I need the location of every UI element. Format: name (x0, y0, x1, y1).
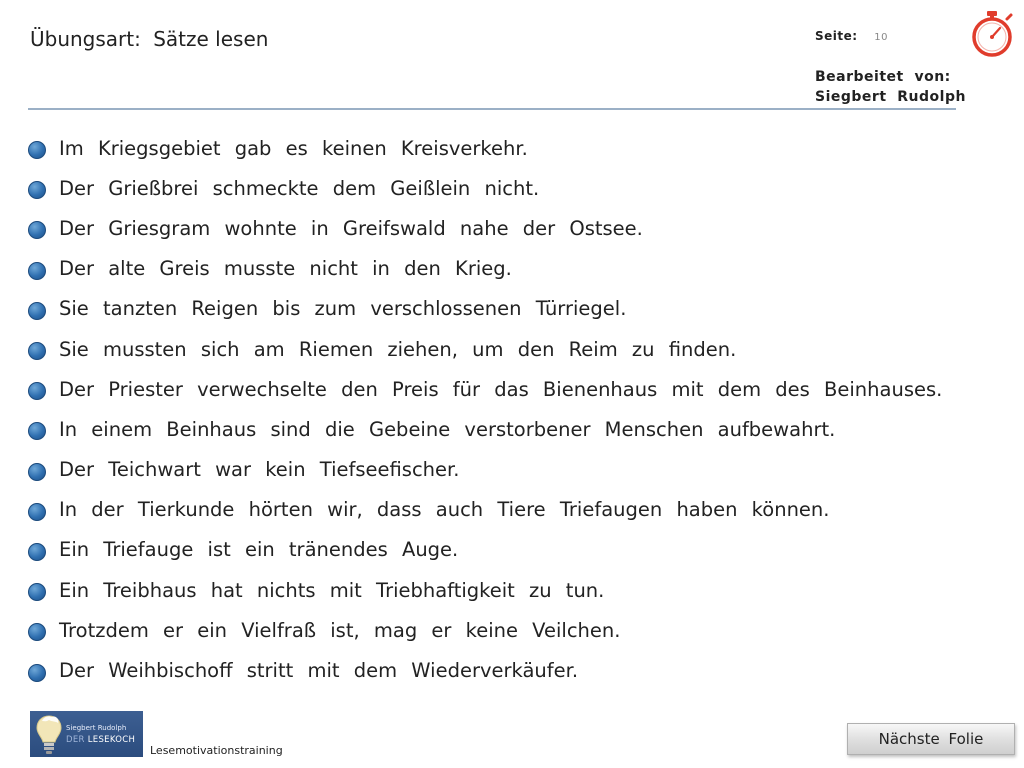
editor-label: Bearbeitet von: (815, 69, 951, 85)
logo-title-prefix: DER (66, 735, 85, 745)
sentence-text: Im Kriegsgebiet gab es keinen Kreisverkehr. (59, 136, 528, 160)
blue-bullet-icon[interactable] (28, 583, 46, 601)
sentence-item[interactable] (28, 530, 988, 570)
page-label: Seite: (815, 29, 858, 43)
sentence-text: Der Teichwart war kein Tiefseefischer. (59, 458, 460, 482)
editor-info (815, 67, 966, 107)
exercise-type-label: Übungsart: (30, 27, 141, 51)
sentence-item[interactable] (28, 208, 988, 248)
exercise-type-value: Sätze lesen (153, 27, 269, 51)
lightbulb-logo-icon (34, 713, 64, 755)
blue-bullet-icon[interactable] (28, 543, 46, 561)
stopwatch-icon[interactable] (967, 10, 1017, 58)
sentence-text: Der Weihbischoff stritt mit dem Wiederverkäufer. (59, 659, 579, 683)
sentence-text: In einem Beinhaus sind die Gebeine verstorbener Menschen aufbewahrt. (59, 417, 836, 441)
blue-bullet-icon[interactable] (28, 463, 46, 481)
sentence-text: Der Grießbrei schmeckte dem Geißlein nicht. (59, 176, 540, 200)
blue-bullet-icon[interactable] (28, 221, 46, 239)
logo-author: Siegbert Rudolph (66, 724, 127, 732)
sentence-text: Der alte Greis musste nicht in den Krieg. (59, 257, 512, 281)
sentence-item[interactable] (28, 490, 988, 530)
lesekoch-logo (30, 711, 143, 757)
blue-bullet-icon[interactable] (28, 422, 46, 440)
page-number: 10 (874, 32, 888, 43)
blue-bullet-icon[interactable] (28, 503, 46, 521)
blue-bullet-icon[interactable] (28, 342, 46, 360)
blue-bullet-icon[interactable] (28, 382, 46, 400)
sentence-text: Trotzdem er ein Vielfraß ist, mag er keine Veilchen. (59, 618, 621, 642)
blue-bullet-icon[interactable] (28, 181, 46, 199)
footer-label: Lesemotivationstraining (150, 744, 283, 757)
blue-bullet-icon[interactable] (28, 664, 46, 682)
sentence-item[interactable] (28, 329, 988, 369)
blue-bullet-icon[interactable] (28, 302, 46, 320)
blue-bullet-icon[interactable] (28, 141, 46, 159)
editor-name: Siegbert Rudolph (815, 89, 966, 105)
logo-title (66, 735, 135, 745)
sentence-item[interactable] (28, 128, 988, 168)
sentence-list (28, 128, 988, 691)
sentence-item[interactable] (28, 450, 988, 490)
sentence-text: Der Griesgram wohnte in Greifswald nahe der Ostsee. (59, 216, 643, 240)
sentence-text: Sie tanzten Reigen bis zum verschlossenen Türriegel. (59, 297, 627, 321)
sentence-item[interactable] (28, 610, 988, 650)
sentence-text: In der Tierkunde hörten wir, dass auch Tiere Triefaugen haben können. (59, 498, 830, 522)
blue-bullet-icon[interactable] (28, 623, 46, 641)
sentence-item[interactable] (28, 650, 988, 690)
exercise-type (30, 27, 268, 51)
logo-title-main: LESEKOCH (87, 735, 136, 745)
sentence-item[interactable] (28, 409, 988, 449)
blue-bullet-icon[interactable] (28, 262, 46, 280)
page-info (815, 29, 888, 43)
sentence-item[interactable] (28, 369, 988, 409)
header-divider (28, 108, 956, 110)
sentence-text: Sie mussten sich am Riemen ziehen, um den Reim zu finden. (59, 337, 737, 361)
sentence-text: Ein Triefauge ist ein tränendes Auge. (59, 538, 459, 562)
sentence-text: Ein Treibhaus hat nichts mit Triebhaftigkeit zu tun. (59, 578, 605, 602)
next-slide-button[interactable]: Nächste Folie (847, 723, 1015, 755)
sentence-item[interactable] (28, 570, 988, 610)
sentence-item[interactable] (28, 289, 988, 329)
sentence-item[interactable] (28, 249, 988, 289)
sentence-item[interactable] (28, 168, 988, 208)
sentence-text: Der Priester verwechselte den Preis für das Bienenhaus mit dem des Beinhauses. (59, 377, 943, 401)
